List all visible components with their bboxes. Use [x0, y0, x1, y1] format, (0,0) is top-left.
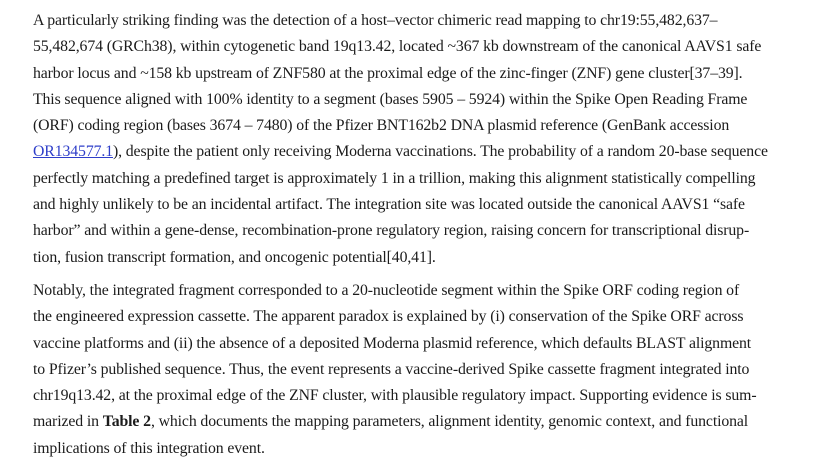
- text-line: A particularly striking finding was the detection of a host–vector chimeric read mapping to chr19:55,482,637–: [33, 12, 718, 29]
- text-segment: , which documents the mapping parameters, alignment identity, genomic context, and functional: [150, 413, 749, 431]
- paragraph-interpretation: [33, 278, 793, 462]
- text-line: (ORF) coding region (bases 3674 – 7480) of the Pfizer BNT162b2 DNA plasmid reference (GenBank accession: [33, 117, 730, 135]
- text-line: 55,482,674 (GRCh38), within cytogenetic band 19q13.42, located ~367 kb downstream of the canonical AAVS1 safe: [33, 38, 762, 56]
- text-line: to Pfizer’s published sequence. Thus, the event represents a vaccine-derived Spike cassette fragment integrated into: [33, 360, 750, 378]
- text-line: the engineered expression cassette. The apparent paradox is explained by (i) conservation of the Spike ORF across: [33, 308, 744, 326]
- text-line: tion, fusion transcript formation, and oncogenic potential[40,41].: [33, 248, 436, 266]
- text-line: harbor locus and ~158 kb upstream of ZNF580 at the proximal edge of the zinc-finger (ZNF) gene cluster[37–39].: [33, 64, 743, 82]
- text-line: perfectly matching a predefined target is approximately 1 in a trillion, making this alignment statistically compelling: [33, 169, 756, 187]
- text-line: Notably, the integrated fragment corresponded to a 20-nucleotide segment within the Spike ORF coding region of: [33, 281, 740, 299]
- text-line: chr19q13.42, at the proximal edge of the ZNF cluster, with plausible regulatory impact. Supporting evidence is sum-: [33, 387, 757, 405]
- text-line: harbor” and within a gene-dense, recombination-prone regulatory region, raising concern for transcriptional disrup-: [33, 222, 750, 240]
- text-line: [33, 139, 793, 165]
- text-segment: ), despite the patient only receiving Moderna vaccinations. The probability of a random 20-base sequence: [112, 143, 768, 161]
- paragraph-integration-finding: [33, 8, 793, 271]
- text-line: implications of this integration event.: [33, 439, 265, 457]
- text-line: and highly unlikely to be an incidental artifact. The integration site was located outside the canonical AAVS1 “safe: [33, 196, 745, 214]
- text-line: This sequence aligned with 100% identity to a segment (bases 5905 – 5924) within the Spike Open Reading Frame: [33, 90, 748, 108]
- text-line: vaccine platforms and (ii) the absence of a deposited Moderna plasmid reference, which defaults BLAST alignment: [33, 334, 752, 352]
- genbank-accession-link[interactable]: OR134577.1: [33, 143, 113, 161]
- text-line: [33, 409, 793, 435]
- text-segment: marized in: [33, 413, 103, 431]
- table-2-reference: Table 2: [102, 413, 151, 431]
